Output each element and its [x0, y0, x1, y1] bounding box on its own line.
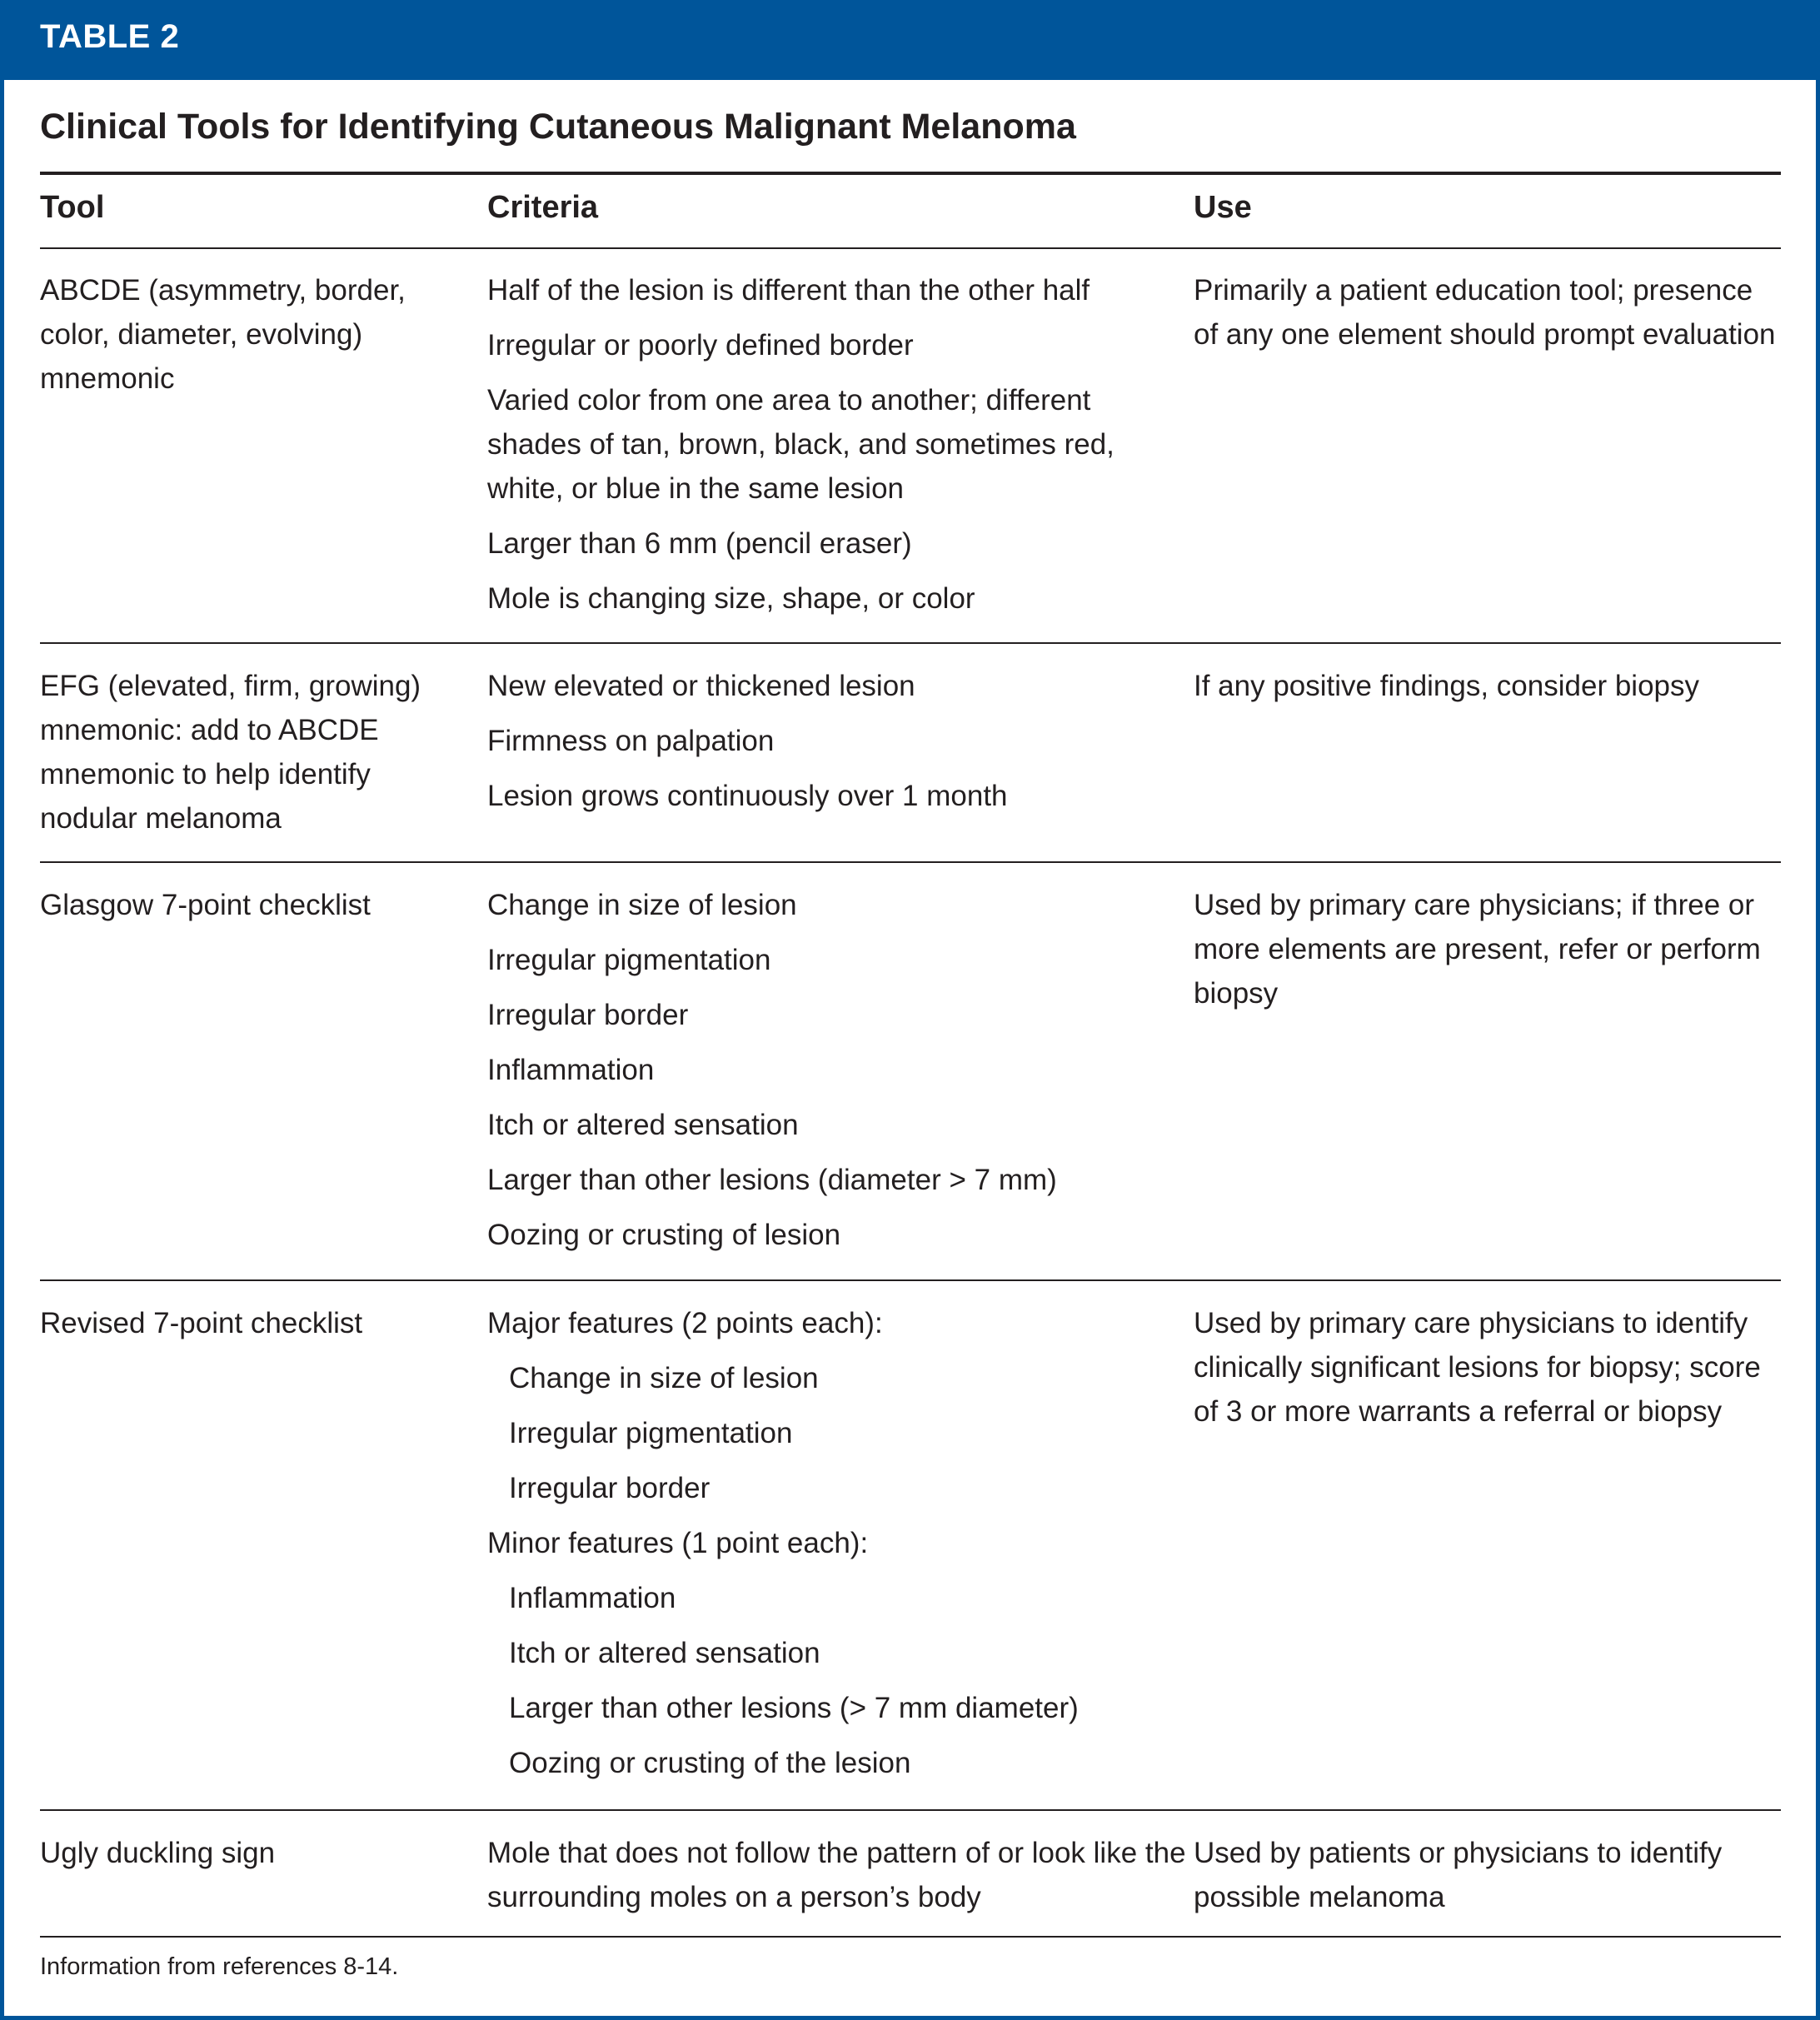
criteria-list — [487, 883, 1187, 1257]
use-cell: If any positive findings, consider biopsy — [1194, 670, 1699, 702]
criteria-subitem: Oozing or crusting of the lesion — [509, 1747, 911, 1779]
title-rule — [40, 172, 1781, 175]
criteria-list — [487, 664, 1187, 818]
footnote: Information from references 8-14. — [40, 1953, 399, 1980]
tool-cell: EFG (elevated, firm, growing) mnemonic: add to ABCDE mnemonic to help identify nodular melanoma — [40, 670, 421, 835]
table-label: TABLE 2 — [40, 18, 180, 55]
header-rule — [40, 247, 1781, 249]
criteria-item: Irregular border — [487, 999, 689, 1031]
column-header-criteria: Criteria — [487, 190, 599, 225]
table-title: Clinical Tools for Identifying Cutaneous Malignant Melanoma — [40, 107, 1076, 147]
criteria-cell — [487, 1831, 1187, 1930]
criteria-item: Itch or altered sensation — [487, 1109, 799, 1141]
row-divider — [40, 1809, 1781, 1811]
row-divider — [40, 861, 1781, 863]
use-cell: Primarily a patient education tool; presence of any one element should prompt evaluation — [1194, 274, 1776, 351]
criteria-item: Firmness on palpation — [487, 725, 775, 757]
criteria-cell — [487, 268, 1187, 631]
criteria-item: Half of the lesion is different than the other half — [487, 274, 1090, 307]
criteria-cell — [487, 664, 1187, 829]
criteria-subitem: Change in size of lesion — [509, 1362, 819, 1394]
criteria-item: Minor features (1 point each): — [487, 1527, 869, 1559]
table-bottom-rule — [40, 1936, 1781, 1938]
criteria-item: Mole is changing size, shape, or color — [487, 582, 975, 615]
use-cell: Used by primary care physicians to identify clinically significant lesions for biopsy; score of 3 or more warrants a referral or biopsy — [1194, 1307, 1761, 1428]
use-cell: Used by primary care physicians; if three or more elements are present, refer or perform biopsy — [1194, 889, 1761, 1010]
criteria-item: Larger than 6 mm (pencil eraser) — [487, 527, 912, 560]
criteria-item: New elevated or thickened lesion — [487, 670, 915, 702]
tool-cell: ABCDE (asymmetry, border, color, diameter, evolving) mnemonic — [40, 274, 406, 395]
criteria-list — [487, 1301, 1187, 1785]
criteria-item: Change in size of lesion — [487, 889, 797, 921]
criteria-item: Larger than other lesions (diameter > 7 mm) — [487, 1164, 1057, 1196]
criteria-item: Irregular or poorly defined border — [487, 329, 914, 362]
criteria-cell — [487, 1301, 1187, 1796]
tool-cell: Glasgow 7-point checklist — [40, 889, 371, 921]
criteria-item: Inflammation — [487, 1054, 655, 1086]
criteria-item: Irregular pigmentation — [487, 944, 771, 976]
criteria-item: Oozing or crusting of lesion — [487, 1219, 841, 1251]
table-banner — [0, 0, 1820, 80]
criteria-item: Mole that does not follow the pattern of or look like the surrounding moles on a person’s body — [487, 1837, 1186, 1913]
column-header-use: Use — [1194, 190, 1252, 225]
use-cell: Used by patients or physicians to identify possible melanoma — [1194, 1837, 1723, 1913]
tool-cell: Revised 7-point checklist — [40, 1307, 363, 1339]
column-header-tool: Tool — [40, 190, 105, 225]
criteria-item: Varied color from one area to another; different shades of tan, brown, black, and sometimes red, white, or blue in the same lesion — [487, 384, 1114, 505]
criteria-list — [487, 1831, 1187, 1919]
row-divider — [40, 1279, 1781, 1281]
criteria-subitem: Inflammation — [509, 1582, 676, 1614]
criteria-subitem: Irregular pigmentation — [509, 1417, 793, 1449]
row-divider — [40, 642, 1781, 644]
criteria-subitem: Larger than other lesions (> 7 mm diameter) — [509, 1692, 1079, 1724]
criteria-subitem: Itch or altered sensation — [509, 1637, 820, 1669]
criteria-cell — [487, 883, 1187, 1268]
criteria-item: Lesion grows continuously over 1 month — [487, 780, 1008, 812]
criteria-item: Major features (2 points each): — [487, 1307, 883, 1339]
tool-cell: Ugly duckling sign — [40, 1837, 276, 1869]
criteria-subitem: Irregular border — [509, 1472, 711, 1504]
criteria-list — [487, 268, 1187, 621]
